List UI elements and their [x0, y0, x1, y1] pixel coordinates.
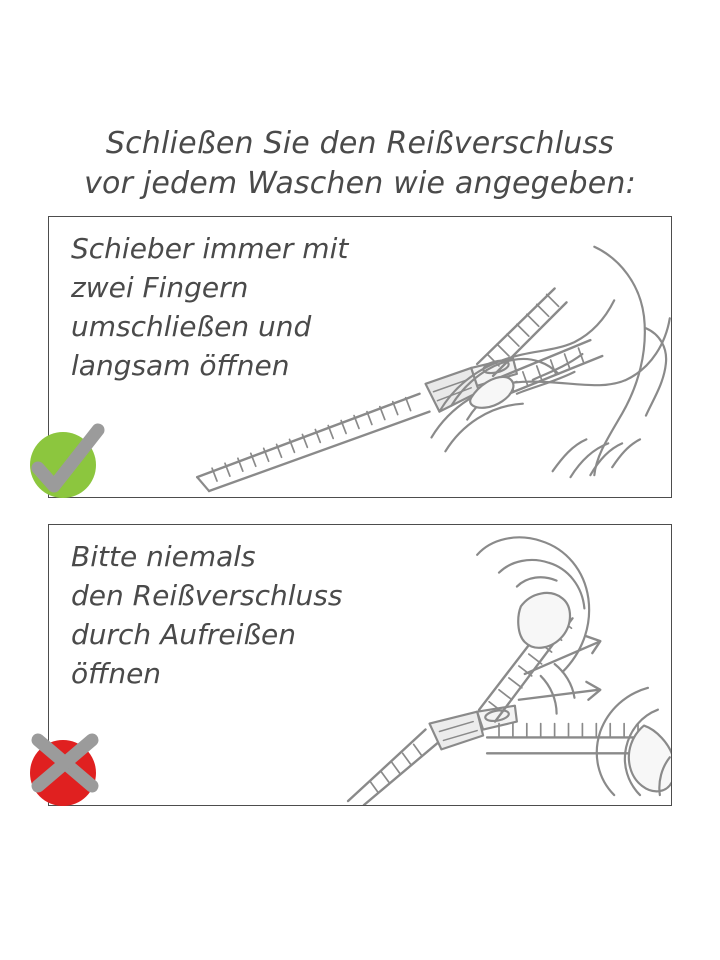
panel-correct-text-line-4: langsam öffnen: [71, 349, 290, 382]
panel-correct-text-line-3: umschließen und: [71, 310, 312, 343]
panel-wrong-method: [48, 524, 672, 806]
cross-badge: [30, 740, 96, 806]
page-title-line-2: vor jedem Waschen wie angegeben:: [84, 166, 636, 201]
tear-direction-arrows: [519, 636, 600, 700]
panel-correct-text-line-2: zwei Fingern: [71, 271, 249, 304]
panel-wrong-text-line-4: öffnen: [71, 657, 162, 690]
panel-wrong-text-line-3: durch Aufreißen: [71, 618, 296, 651]
panel-wrong-text-line-2: den Reißverschluss: [71, 579, 343, 612]
cross-icon: [16, 724, 112, 820]
page-title: [0, 124, 720, 204]
page-title-line-1: Schließen Sie den Reißverschluss: [105, 126, 615, 161]
check-badge: [30, 432, 96, 498]
panel-correct-text-line-1: Schieber immer mit: [71, 232, 349, 265]
panel-correct-text: [71, 229, 348, 385]
check-icon: [16, 416, 112, 512]
panel-wrong-text: [71, 537, 342, 693]
panel-wrong-text-line-1: Bitte niemals: [71, 540, 256, 573]
panel-correct-method: [48, 216, 672, 498]
